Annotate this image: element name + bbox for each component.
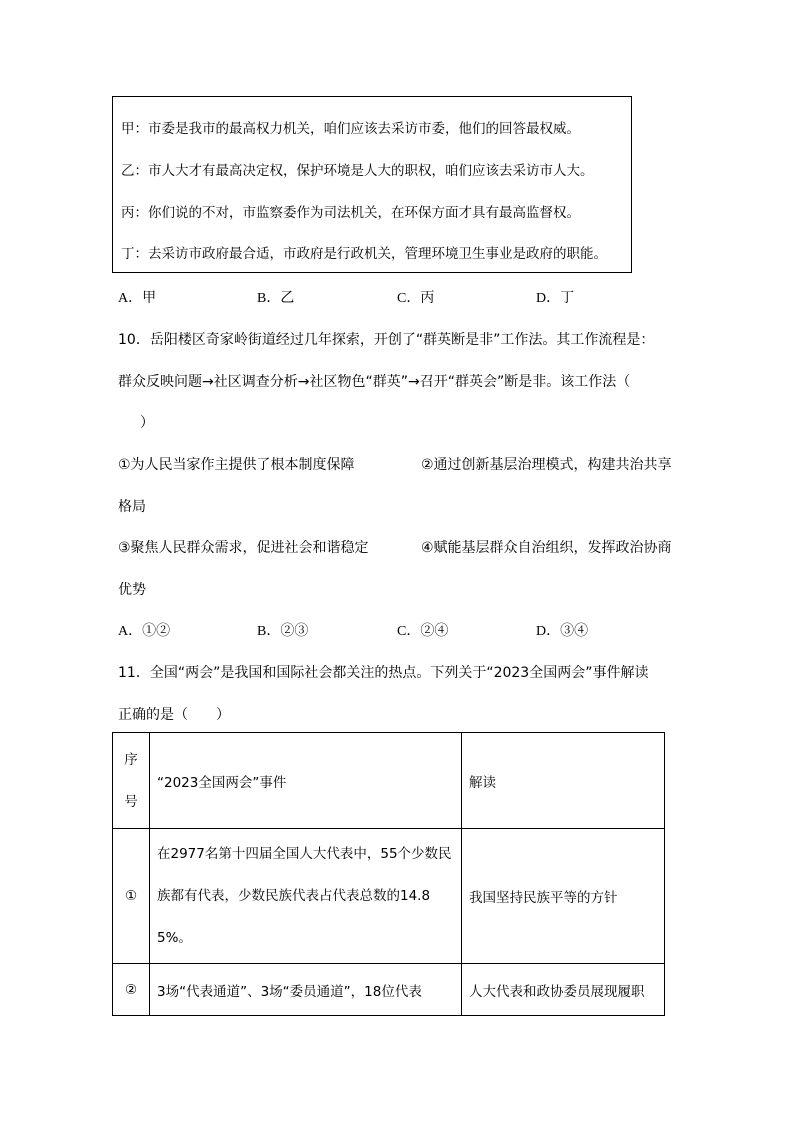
statement-jia: 甲：市委是我市的最高权力机关，咱们应该去采访市委，他们的回答最权威。: [121, 121, 580, 137]
q10-option-c[interactable]: C．②④: [397, 624, 449, 639]
q10-item-4: ④赋能基层群众自治组织，发挥政治协商: [421, 540, 672, 556]
row-2-seq: ②: [113, 964, 150, 1016]
q9-option-a[interactable]: A．甲: [118, 291, 157, 306]
header-event: “2023全国两会”事件: [150, 733, 462, 829]
statement-ding: 丁：去采访市政府最合适，市政府是行政机关，管理环境卫生事业是政府的职能。: [121, 246, 607, 262]
q11-stem-line-2: 正确的是（ ）: [118, 707, 230, 723]
q10-item-2: ②通过创新基层治理模式，构建共治共享: [421, 457, 672, 473]
header-interpretation: 解读: [462, 733, 665, 829]
q10-item-3: ③聚焦人民群众需求，促进社会和谐稳定: [118, 540, 369, 556]
q10-option-b[interactable]: B．②③: [257, 624, 309, 639]
table-row: [113, 829, 665, 964]
statement-yi: 乙：市人大才有最高决定权，保护环境是人大的职权，咱们应该去采访市人大。: [121, 163, 594, 179]
q9-option-d[interactable]: D．丁: [536, 291, 575, 306]
q10-item-1: ①为人民当家作主提供了根本制度保障: [118, 457, 355, 473]
row-2-interpretation: 人大代表和政协委员展现履职: [462, 964, 665, 1016]
q11-events-table: [112, 732, 665, 1016]
row-1-seq: ①: [113, 829, 150, 964]
row-2-event: 3场“代表通道”、3场“委员通道”，18位代表: [150, 964, 462, 1016]
q9-option-b[interactable]: B．乙: [257, 291, 295, 306]
q10-option-d[interactable]: D．③④: [536, 624, 589, 639]
q10-stem-line-1: 10．岳阳楼区奇家岭街道经过几年探索，开创了“群英断是非”工作法。其工作流程是：: [118, 332, 655, 348]
q10-stem-line-3: ）: [140, 415, 154, 431]
row-1-event: 在2977名第十四届全国人大代表中，55个少数民族都有代表，少数民族代表占代表总数的14.85%。: [150, 829, 462, 964]
table-row: [113, 964, 665, 1016]
q10-option-a[interactable]: A．①②: [118, 624, 171, 639]
row-1-interpretation: 我国坚持民族平等的方针: [462, 829, 665, 964]
table-header-row: [113, 733, 665, 829]
q10-stem-line-2: 群众反映问题→社区调查分析→社区物色“群英”→召开“群英会”断是非。该工作法（: [118, 374, 631, 390]
q9-option-c[interactable]: C．丙: [397, 291, 435, 306]
statement-bing: 丙：你们说的不对，市监察委作为司法机关，在环保方面才具有最高监督权。: [121, 205, 580, 221]
q11-stem-line-1: 11．全国“两会”是我国和国际社会都关注的热点。下列关于“2023全国两会”事件解读: [118, 665, 649, 681]
q10-item-2-continued: 格局: [118, 499, 146, 515]
header-seq: 序号: [113, 733, 150, 829]
q10-item-4-continued: 优势: [118, 582, 146, 598]
statements-box: [112, 96, 632, 273]
